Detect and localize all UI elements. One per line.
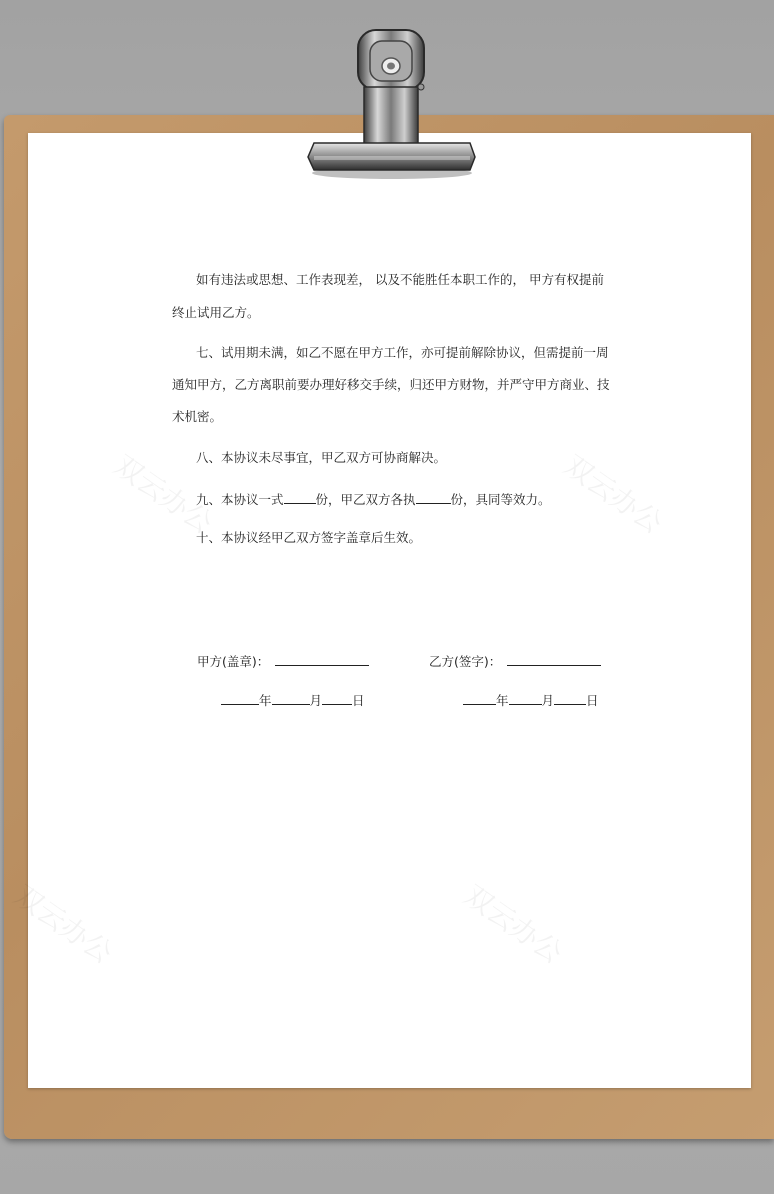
party-a-signature <box>197 652 369 670</box>
copies-total-blank[interactable] <box>284 490 316 504</box>
clause-nine-part1: 九、本协议一式 <box>196 492 284 507</box>
day-blank[interactable] <box>554 691 586 705</box>
year-label: 年 <box>496 693 509 708</box>
clause-nine <box>196 490 551 508</box>
binder-clip-icon <box>300 25 480 185</box>
day-label: 日 <box>586 693 599 708</box>
document-page <box>7 133 751 1088</box>
paragraph-line: 七、试用期未满，如乙不愿在甲方工作，亦可提前解除协议，但需提前一周 <box>196 345 609 360</box>
watermark: 双云办公 <box>107 448 219 540</box>
month-label: 月 <box>541 693 555 708</box>
month-blank[interactable] <box>509 691 542 705</box>
month-label: 月 <box>309 693 323 708</box>
paragraph-line: 通知甲方，乙方离职前要办理好移交手续，归还甲方财物，并严守甲方商业、技 <box>172 377 610 392</box>
year-blank[interactable] <box>221 691 259 705</box>
party-a-date <box>221 691 365 709</box>
day-blank[interactable] <box>322 691 352 705</box>
party-b-date <box>463 691 599 709</box>
watermark: 双云办公 <box>557 448 669 540</box>
paragraph-line: 终止试用乙方。 <box>172 305 260 320</box>
watermark: 双云办公 <box>7 878 119 970</box>
party-b-label: 乙方(签字)： <box>429 654 502 669</box>
clause-nine-part3: 份，具同等效力。 <box>450 492 551 507</box>
paragraph-line: 术机密。 <box>172 409 223 424</box>
paragraph-line: 如有违法或思想、工作表现差， 以及不能胜任本职工作的， 甲方有权提前 <box>196 272 604 287</box>
party-a-label: 甲方(盖章)： <box>197 654 270 669</box>
party-b-signature <box>429 652 601 670</box>
watermark: 双云办公 <box>457 878 569 970</box>
copies-each-blank[interactable] <box>416 490 451 504</box>
clause-ten: 十、本协议经甲乙双方签字盖章后生效。 <box>196 530 422 545</box>
month-blank[interactable] <box>272 691 310 705</box>
clause-nine-part2: 份，甲乙双方各执 <box>315 492 416 507</box>
party-b-blank[interactable] <box>507 652 601 666</box>
paragraph-line: 八、本协议未尽事宜，甲乙双方可协商解决。 <box>196 450 447 465</box>
year-label: 年 <box>259 693 272 708</box>
year-blank[interactable] <box>463 691 496 705</box>
day-label: 日 <box>352 693 365 708</box>
party-a-blank[interactable] <box>275 652 369 666</box>
